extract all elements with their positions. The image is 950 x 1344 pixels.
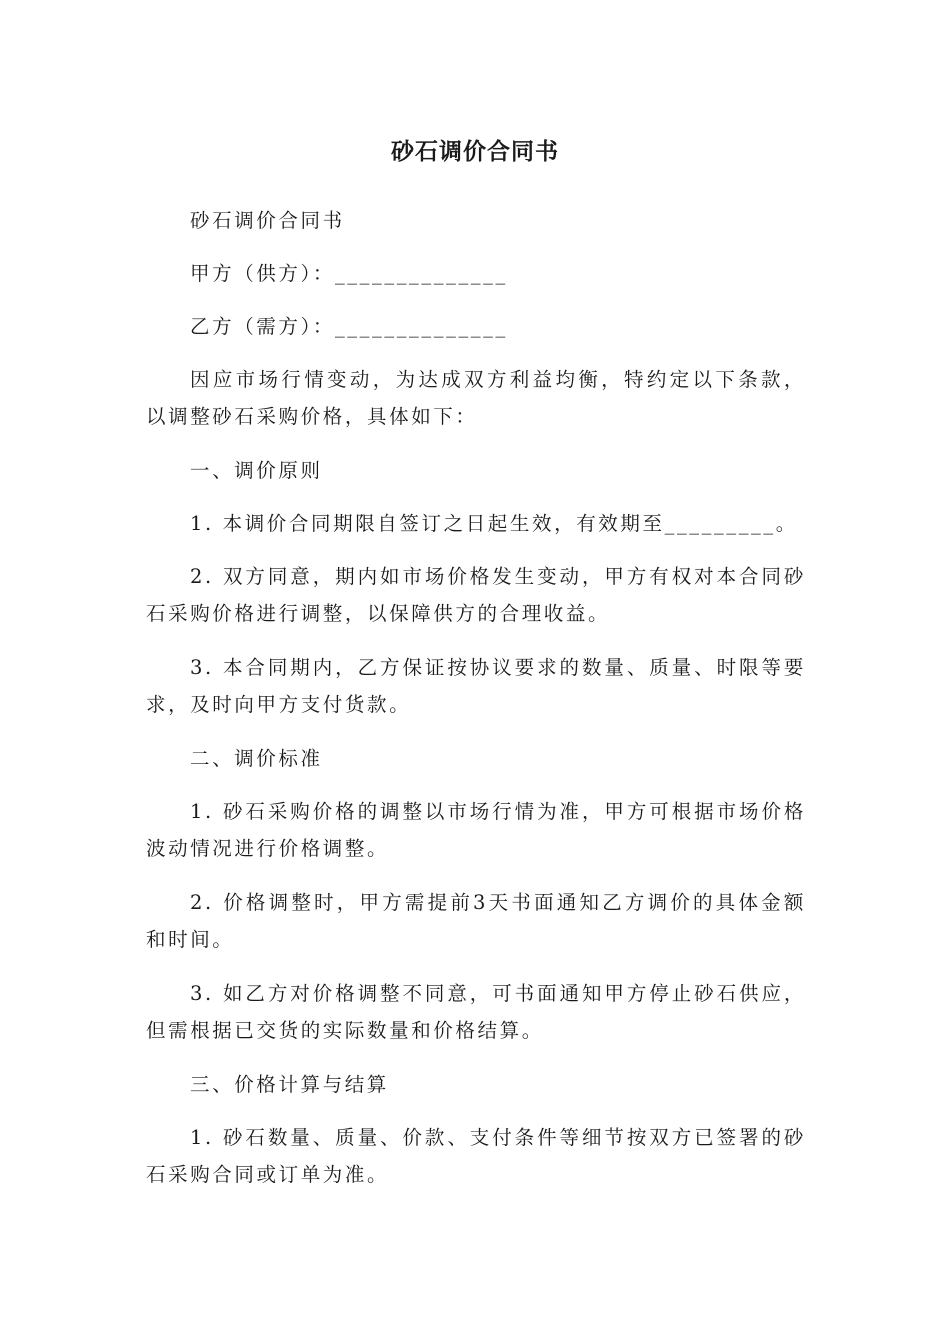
- clause-1-3: 3. 本合同期内，乙方保证按协议要求的数量、质量、时限等要求，及时向甲方支付货款。: [146, 656, 806, 716]
- section-heading-2: 二、调价标准: [190, 747, 323, 770]
- clause-3-1: 1. 砂石数量、质量、价款、支付条件等细节按双方已签署的砂石采购合同或订单为准。: [146, 1126, 806, 1186]
- party-a-line: 甲方（供方）：______________: [190, 262, 508, 285]
- party-b-line: 乙方（需方）：______________: [190, 315, 508, 338]
- clause-2-3: 3. 如乙方对价格调整不同意，可书面通知甲方停止砂石供应，但需根据已交货的实际数量和价格结算。: [146, 982, 806, 1042]
- subtitle-paragraph: 砂石调价合同书: [190, 209, 345, 232]
- section-heading-1: 一、调价原则: [190, 459, 323, 482]
- section-heading-3: 三、价格计算与结算: [190, 1073, 389, 1096]
- clause-2-2: 2. 价格调整时，甲方需提前3天书面通知乙方调价的具体金额和时间。: [146, 891, 806, 951]
- preamble-paragraph: 因应市场行情变动，为达成双方利益均衡，特约定以下条款，以调整砂石采购价格，具体如下：: [146, 368, 806, 428]
- document-title: 砂石调价合同书: [391, 139, 559, 165]
- clause-1-2: 2. 双方同意，期内如市场价格发生变动，甲方有权对本合同砂石采购价格进行调整，以保障供方的合理收益。: [146, 565, 806, 625]
- document-body: [146, 202, 806, 1210]
- clause-1-1: 1. 本调价合同期限自签订之日起生效，有效期至_________。: [190, 512, 798, 535]
- clause-2-1: 1. 砂石采购价格的调整以市场行情为准，甲方可根据市场价格波动情况进行价格调整。: [146, 800, 806, 860]
